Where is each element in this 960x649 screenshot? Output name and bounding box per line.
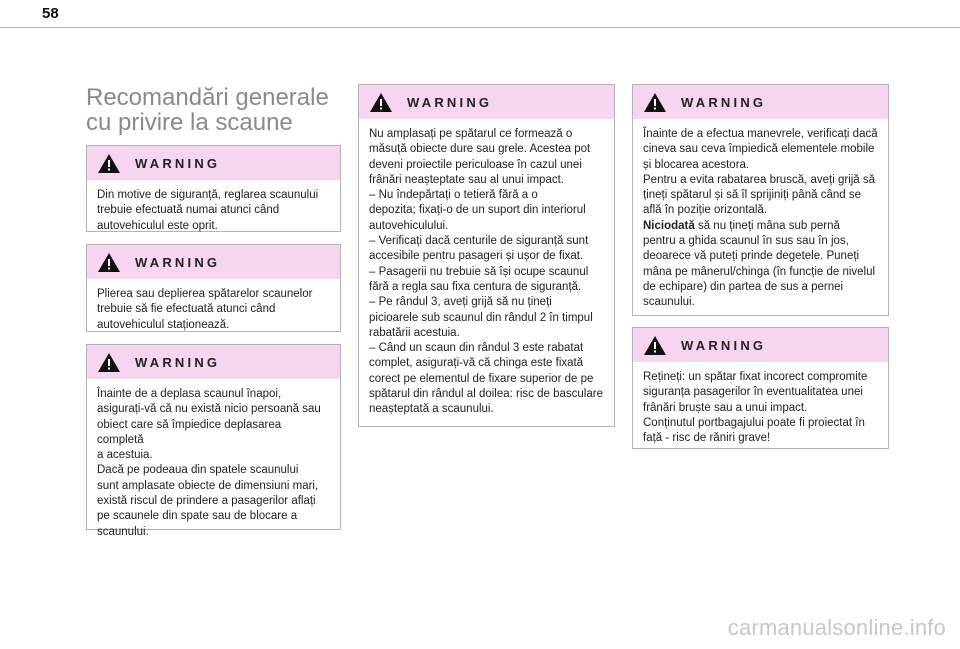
warning-label: WARNING [407, 94, 493, 110]
text-line: țineți spătarul și să îl sprijiniți până când se [643, 189, 861, 202]
text-line: pe scaunele din spate sau de blocare a [97, 510, 298, 523]
text-line: Înainte de a deplasa scaunul înapoi, [97, 388, 282, 400]
warning-header [633, 328, 888, 362]
text-line: scaunului. [97, 525, 149, 538]
warning-triangle-icon [97, 352, 121, 373]
warning-box-6 [632, 327, 889, 449]
warning-label: WARNING [135, 354, 221, 370]
warning-body [633, 119, 888, 319]
warning-body [87, 279, 340, 341]
text-line: Dacă pe podeaua din spatele scaunului [97, 464, 299, 477]
text-line: neașteptată a scaunului. [369, 403, 494, 416]
text-line: măsuță obiecte dure sau grele. Acestea pot [369, 143, 591, 156]
text-line: accesibile pentru pasageri și ușor de fixat. [369, 250, 584, 263]
text-line: Rețineți: un spătar fixat incorect compromite [643, 371, 868, 383]
warning-label: WARNING [681, 337, 767, 353]
text-line: Din motive de siguranță, reglarea scaunului [97, 189, 319, 201]
text-line: Înainte de a efectua manevrele, verificați dacă [643, 128, 878, 140]
watermark: carmanualsonline.info [727, 615, 946, 640]
text-line: siguranța pasagerilor în eventualitatea unei [643, 386, 863, 399]
text-line: autovehiculul este oprit. [97, 219, 218, 232]
text-span: să nu țineți mâna sub pernă [694, 219, 840, 232]
text-line: scaunului. [643, 296, 695, 309]
text-line: deveni proiectile periculoase în cazul unei [369, 158, 582, 171]
text-line: deoarece vă puteți prinde degetele. Puneți [643, 250, 860, 263]
text-line: autovehiculul staționează. [97, 318, 230, 331]
text-line: – Pasagerii nu trebuie să își ocupe scaunul [369, 265, 589, 278]
text-line: mâna pe mânerul/chinga (în funcție de nivelul [643, 265, 876, 278]
warning-header [359, 85, 614, 119]
warning-box-1 [86, 145, 341, 232]
warning-body [87, 180, 340, 242]
warning-box-2 [86, 244, 341, 332]
text-line: sunt amplasate obiecte de dimensiuni mari, [97, 479, 319, 492]
text-line: – Nu îndepărtați o tetieră fără a o [369, 189, 538, 202]
warning-body [359, 119, 614, 426]
warning-triangle-icon [369, 92, 393, 113]
text-line: fără a regla sau fixa centura de siguranță. [369, 280, 582, 293]
warning-header [87, 146, 340, 180]
warning-body [633, 362, 888, 454]
page-title: Recomandări generale cu privire la scaune [86, 84, 329, 136]
text-line: picioarele sub scaunul din rândul 2 în timpul [369, 311, 593, 324]
text-line: față - risc de răniri grave! [643, 432, 771, 445]
warning-header [633, 85, 888, 119]
text-line: obiect care să împiedice deplasarea completă [97, 418, 282, 446]
warning-label: WARNING [135, 155, 221, 171]
text-line: cineva sau ceva împiedică elementele mobile [643, 143, 875, 156]
text-line: depozita; fixați-o de un suport din interiorul [369, 204, 586, 217]
text-line: – Verificați dacă centurile de siguranță sunt [369, 235, 589, 248]
text-line: rabatării acestuia. [369, 326, 460, 339]
text-line: există riscul de prindere a pasagerilor aflați [97, 495, 316, 508]
warning-label: WARNING [135, 254, 221, 270]
text-line: spătarul din rândul al doilea: risc de basculare [369, 388, 603, 401]
text-line: frânări bruște sau a unui impact. [643, 401, 808, 414]
text-line: află în poziție orizontală. [643, 204, 768, 217]
text-line: Pentru a evita rabatarea bruscă, aveți grijă să [643, 173, 876, 186]
text-line: a acestuia. [97, 449, 153, 462]
text-line [643, 219, 878, 234]
text-line: – Pe rândul 3, aveți grijă să nu țineți [369, 296, 552, 309]
warning-header [87, 345, 340, 379]
text-line: complet, asigurați-vă că chinga este fixată [369, 357, 584, 370]
warning-box-3 [86, 344, 341, 538]
text-line: Conținutul portbagajului poate fi proiectat în [643, 416, 865, 429]
text-line: – Când un scaun din rândul 3 este rabatat [369, 342, 584, 355]
text-line: Plierea sau deplierea spătarelor scaunelor [97, 288, 313, 300]
text-line: de echipare) din partea de sus a pernei [643, 280, 844, 293]
warning-box-4 [358, 84, 615, 427]
text-line: trebuie să fie efectuată atunci când [97, 303, 276, 316]
warning-triangle-icon [97, 252, 121, 273]
text-line: trebuie efectuată numai atunci când [97, 204, 280, 217]
text-line: asigurați-vă că nu există nicio persoană sau [97, 403, 321, 416]
warning-body [87, 379, 340, 548]
warning-triangle-icon [97, 153, 121, 174]
warning-triangle-icon [643, 335, 667, 356]
warning-header [87, 245, 340, 279]
warning-box-5 [632, 84, 889, 316]
text-line: frânări neașteptate sau al unui impact. [369, 173, 564, 186]
text-line: și blocarea acestora. [643, 158, 750, 171]
top-rule [0, 27, 960, 28]
text-line: pentru a ghida scaunul în sus sau în jos, [643, 235, 849, 248]
text-line: Nu amplasați pe spătarul ce formează o [369, 128, 573, 140]
text-line: autovehiculului. [369, 219, 449, 232]
warning-label: WARNING [681, 94, 767, 110]
text-line: corect pe elementul de fixare superior de pe [369, 372, 594, 385]
warning-triangle-icon [643, 92, 667, 113]
page-number: 58 [42, 5, 59, 22]
bold-word: Niciodată [643, 219, 695, 232]
